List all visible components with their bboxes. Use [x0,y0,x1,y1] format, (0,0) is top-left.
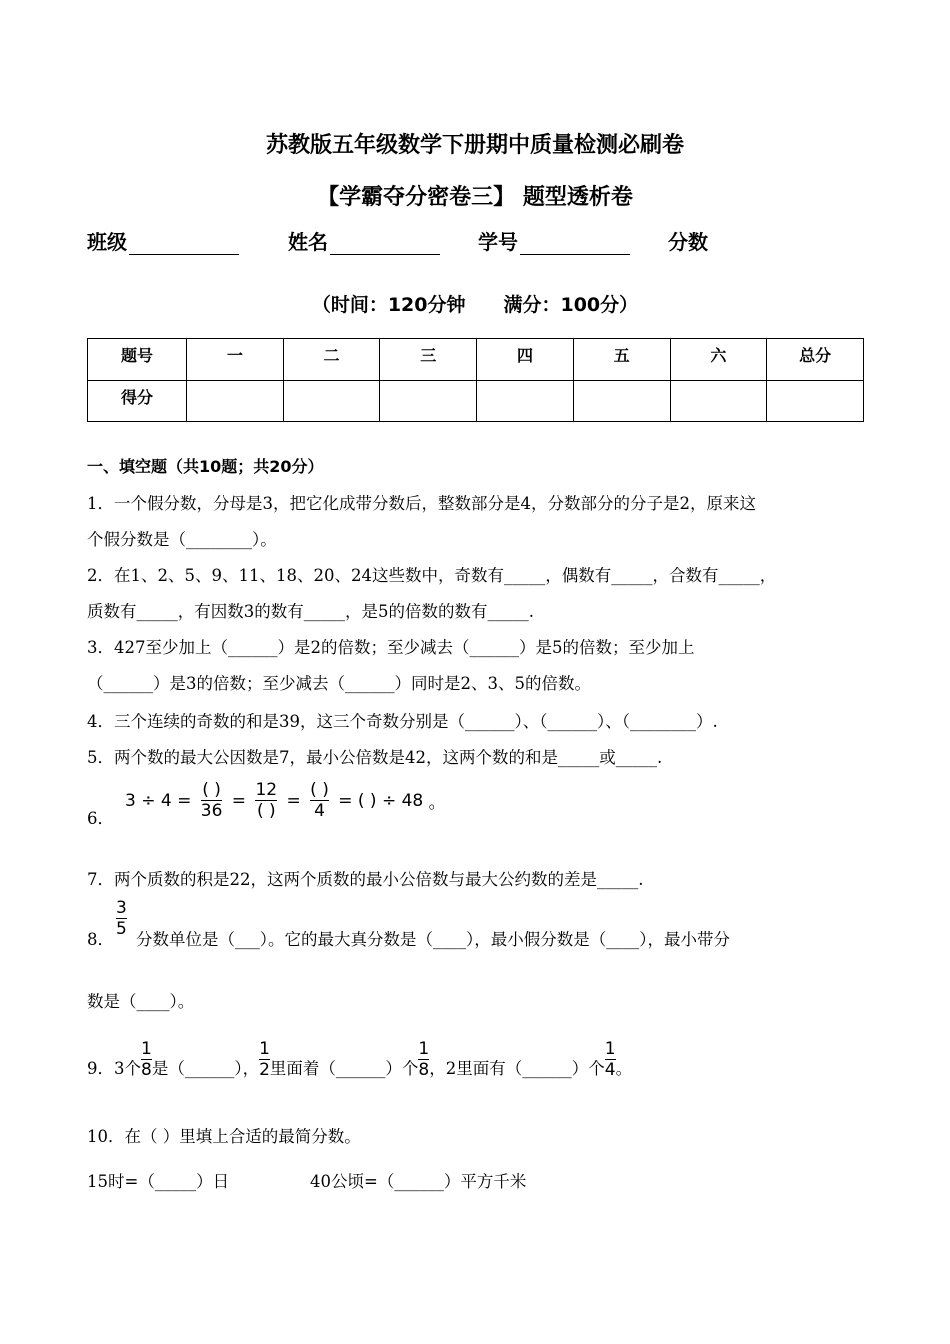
eq-tail: ( ) ÷ 48 [357,790,424,811]
fraction-denominator: 4 [604,1060,616,1080]
score-cell[interactable] [670,380,767,422]
question-9-part-c: 里面着（______）个 [269,1059,419,1078]
score-cell[interactable] [187,380,284,422]
table-header-cell: 题号 [88,339,187,381]
class-label: 班级 [87,230,127,254]
table-row [88,339,864,381]
question-2-line-1: 2．在1、2、5、9、11、18、20、24这些数中，奇数有_____，偶数有_____，合数有_____， [87,566,777,585]
question-8-line-2: 数是（____）。 [87,992,195,1011]
score-cell[interactable] [477,380,574,422]
question-9-part-e: 。 [615,1059,633,1078]
score-cell[interactable] [573,380,670,422]
question-4: 4．三个连续的奇数的和是39，这三个奇数分别是（______）、（______）、（________）. [87,712,718,731]
score-field [668,226,708,255]
question-1-line-2: 个假分数是（________）。 [87,530,277,549]
question-8-number: 8． [87,930,114,949]
question-9-part-d: ，2里面有（______）个 [429,1059,605,1078]
fraction-3 [310,780,329,821]
class-field [87,226,239,255]
fraction-numerator: 3 [116,898,127,918]
table-header-cell: 一 [187,339,284,381]
id-blank[interactable] [520,234,630,255]
table-header-cell: 二 [283,339,380,381]
question-6-equation [125,780,446,821]
question-6-number: 6． [87,809,114,828]
score-cell[interactable] [380,380,477,422]
equals-sign: = [231,790,247,811]
fraction-numerator: 1 [259,1039,270,1059]
equals-sign: = [286,790,301,811]
question-2-line-2: 质数有_____，有因数3的数有_____，是5的倍数的数有_____. [87,602,534,621]
fraction-denominator: ( ) [256,801,276,821]
table-row-label: 得分 [88,380,187,422]
table-header-cell: 四 [477,339,574,381]
score-cell[interactable] [767,380,864,422]
fraction-one-eighth [418,1039,429,1080]
question-1-line-1: 1．一个假分数，分母是3，把它化成带分数后，整数部分是4，分数部分的分子是2，原来这 [87,494,756,513]
fraction-one-quarter [605,1039,616,1080]
fraction-numerator: 1 [604,1039,616,1059]
fraction-numerator: ( ) [310,780,329,800]
question-9-part-a: 9．3个 [87,1059,141,1078]
name-field [288,226,440,255]
fraction-1 [201,780,223,821]
eq-lhs: 3 ÷ 4 = [125,790,192,811]
question-9-part-b: 是（______）， [151,1059,260,1078]
question-5: 5．两个数的最大公因数是7，最小公倍数是42，这两个数的和是_____或_____. [87,748,663,767]
fraction-numerator: 12 [255,780,278,800]
fraction-numerator: 1 [141,1039,152,1059]
question-8-line-1: 分数单位是（___）。它的最大真分数是（____），最小假分数是（____），最小带分 [136,930,730,949]
table-header-cell: 六 [670,339,767,381]
question-3-line-1: 3．427至少加上（______）是2的倍数；至少减去（______）是5的倍数；至少加上 [87,638,695,657]
id-field [478,226,630,255]
score-table [87,338,864,422]
table-header-cell: 三 [380,339,477,381]
question-10-a: 15时=（_____）日 [87,1172,230,1191]
fraction-one-half [259,1039,270,1080]
table-header-cell: 五 [573,339,670,381]
table-row [88,380,864,422]
page-title: 苏教版五年级数学下册期中质量检测必刷卷 [265,132,684,158]
fraction-three-fifths [116,898,127,939]
fraction-denominator: 4 [314,801,325,821]
table-header-cell: 总分 [767,339,864,381]
name-label: 姓名 [288,230,328,254]
fraction-denominator: 36 [200,801,223,821]
fraction-numerator: 1 [418,1039,430,1059]
question-6-end: 。 [428,793,446,813]
fraction-denominator: 8 [141,1060,152,1080]
id-label: 学号 [478,230,518,254]
score-cell[interactable] [283,380,380,422]
page-subtitle: 【学霸夺分密卷三】 题型透析卷 [317,184,633,210]
section-title: 一、填空题（共10题；共20分） [87,457,324,476]
name-blank[interactable] [330,234,440,255]
fraction-2 [255,780,277,821]
fraction-denominator: 2 [259,1060,270,1080]
score-label: 分数 [668,230,708,254]
time-line: （时间：120分钟 满分：100分） [311,294,639,316]
fraction-denominator: 8 [418,1060,430,1080]
fraction-one-eighth [141,1039,152,1080]
equals-sign: = [338,790,353,811]
question-7: 7．两个质数的积是22，这两个质数的最小公倍数与最大公约数的差是_____. [87,870,644,889]
question-10-b: 40公顷=（______）平方千米 [310,1172,527,1191]
question-9 [87,1039,633,1090]
question-3-line-2: （______）是3的倍数；至少减去（______）同时是2、3、5的倍数。 [87,674,591,693]
class-blank[interactable] [129,234,239,255]
question-10: 10．在（ ）里填上合适的最简分数。 [87,1127,361,1146]
fraction-denominator: 5 [116,919,127,939]
fraction-numerator: ( ) [202,780,221,800]
